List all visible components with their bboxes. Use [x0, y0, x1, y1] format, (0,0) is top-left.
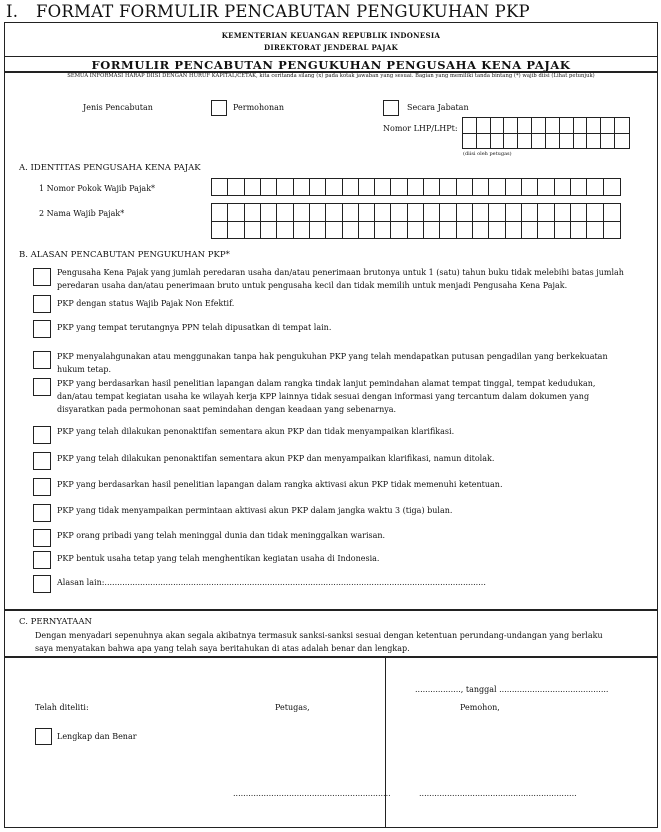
input-cell[interactable] — [489, 204, 505, 221]
input-cell[interactable] — [375, 204, 391, 221]
directorate-name: DIREKTORAT JENDERAL PAJAK — [264, 43, 398, 52]
input-cell[interactable] — [245, 179, 261, 195]
input-cell[interactable] — [522, 204, 538, 221]
reason-5-checkbox[interactable] — [33, 378, 51, 396]
input-cell[interactable] — [473, 179, 489, 195]
input-cell[interactable] — [343, 179, 359, 195]
input-cell[interactable] — [440, 222, 456, 239]
input-cell[interactable] — [555, 222, 571, 239]
input-cell[interactable] — [457, 204, 473, 221]
reason-10-text: PKP orang pribadi yang telah meninggal dunia dan tidak meninggalkan warisan. — [57, 531, 386, 540]
input-cell[interactable] — [587, 222, 603, 239]
input-cell[interactable] — [343, 204, 359, 221]
input-cell[interactable] — [522, 222, 538, 239]
input-cell[interactable] — [555, 204, 571, 221]
input-cell[interactable] — [375, 179, 391, 195]
heading-number: I. — [6, 2, 19, 21]
input-cell[interactable] — [457, 179, 473, 195]
input-cell[interactable] — [294, 204, 310, 221]
reason-2-text: PKP dengan status Wajib Pajak Non Efektif. — [57, 299, 235, 308]
form-frame — [4, 22, 658, 828]
input-cell[interactable] — [506, 179, 522, 195]
input-cell[interactable] — [489, 179, 505, 195]
applicant-label: Pemohon, — [460, 703, 500, 712]
reason-12-checkbox[interactable] — [33, 575, 51, 593]
reason-6-checkbox[interactable] — [33, 426, 51, 444]
input-cell[interactable] — [587, 179, 603, 195]
input-cell[interactable] — [245, 222, 261, 239]
lhp-number-grid[interactable] — [462, 117, 630, 149]
date-line[interactable]: .................., tanggal ........................................... — [415, 685, 609, 694]
input-cell[interactable] — [489, 222, 505, 239]
input-cell[interactable] — [457, 222, 473, 239]
input-cell[interactable] — [571, 222, 587, 239]
input-cell[interactable] — [522, 179, 538, 195]
reason-4-checkbox[interactable] — [33, 351, 51, 369]
signature-divider — [385, 657, 386, 828]
input-cell[interactable] — [473, 222, 489, 239]
input-cell[interactable] — [538, 204, 554, 221]
lhp-note: (diisi oleh petugas) — [463, 151, 512, 157]
input-cell[interactable] — [506, 222, 522, 239]
reason-8-checkbox[interactable] — [33, 478, 51, 496]
input-cell[interactable] — [571, 179, 587, 195]
office-option-label: Secara Jabatan — [407, 103, 469, 112]
divider — [5, 656, 657, 658]
reason-12-text[interactable]: Alasan lain:...................................................................................................................................................... — [57, 578, 486, 587]
input-cell[interactable] — [245, 204, 261, 221]
type-label: Jenis Pencabutan — [83, 103, 153, 112]
divider — [5, 609, 657, 611]
request-option-label: Permohonan — [233, 103, 285, 112]
input-cell[interactable] — [359, 222, 375, 239]
input-cell[interactable] — [359, 179, 375, 195]
input-cell[interactable] — [538, 222, 554, 239]
officer-signature-line[interactable]: .............................................................. — [233, 789, 391, 798]
reason-11-checkbox[interactable] — [33, 551, 51, 569]
input-cell[interactable] — [604, 179, 620, 195]
input-cell[interactable] — [261, 179, 277, 195]
input-cell[interactable] — [326, 222, 342, 239]
input-cell[interactable] — [424, 179, 440, 195]
input-cell[interactable] — [473, 204, 489, 221]
reason-10-checkbox[interactable] — [33, 529, 51, 547]
checked-label: Telah diteliti: — [35, 703, 89, 712]
input-cell[interactable] — [310, 222, 326, 239]
statement-line-2: saya menyatakan bahwa apa yang telah saya beritahukan di atas adalah benar dan lengkap. — [35, 644, 410, 653]
input-cell[interactable] — [343, 222, 359, 239]
input-cell[interactable] — [228, 222, 244, 239]
input-cell[interactable] — [571, 204, 587, 221]
input-cell[interactable] — [261, 222, 277, 239]
input-cell[interactable] — [604, 204, 620, 221]
input-cell[interactable] — [538, 179, 554, 195]
input-cell[interactable] — [277, 222, 293, 239]
input-cell[interactable] — [228, 179, 244, 195]
input-cell[interactable] — [506, 204, 522, 221]
input-cell[interactable] — [375, 222, 391, 239]
input-cell[interactable] — [277, 179, 293, 195]
input-cell[interactable] — [391, 204, 407, 221]
reason-1-text: Pengusaha Kena Pajak yang jumlah peredaran usaha dan/atau penerimaan brutonya untuk 1 (satu) tahun buku tidak melebihi batas jumlah peredaran usaha dan/atau penerimaan bruto untuk pengusaha kecil dan tidak memilih untuk menjadi Pengusaha Kena Pajak. — [57, 268, 624, 291]
input-cell[interactable] — [391, 179, 407, 195]
reason-9-checkbox[interactable] — [33, 504, 51, 522]
reason-7-checkbox[interactable] — [33, 452, 51, 470]
input-cell[interactable] — [408, 204, 424, 221]
input-cell[interactable] — [294, 179, 310, 195]
input-cell[interactable] — [440, 204, 456, 221]
input-cell[interactable] — [326, 179, 342, 195]
name-input-grid[interactable] — [211, 203, 621, 239]
request-checkbox[interactable] — [211, 100, 227, 116]
reason-8-text: PKP yang berdasarkan hasil penelitian lapangan dalam rangka aktivasi akun PKP tidak memenuhi ketentuan. — [57, 480, 503, 489]
input-cell[interactable] — [604, 222, 620, 239]
input-cell[interactable] — [326, 204, 342, 221]
section-a-title: A. IDENTITAS PENGUSAHA KENA PAJAK — [19, 163, 201, 173]
reason-6-text: PKP yang telah dilakukan penonaktifan sementara akun PKP dan tidak menyampaikan klarifikasi. — [57, 427, 455, 436]
section-c-title: C. PERNYATAAN — [19, 617, 92, 627]
reason-1-checkbox[interactable] — [33, 268, 51, 286]
input-cell[interactable] — [261, 204, 277, 221]
input-cell[interactable] — [228, 204, 244, 221]
reason-7-text: PKP yang telah dilakukan penonaktifan sementara akun PKP dan menyampaikan klarifikasi, namun ditolak. — [57, 454, 495, 463]
npwp-input-grid[interactable] — [211, 178, 621, 196]
input-cell[interactable] — [408, 222, 424, 239]
input-cell[interactable] — [424, 222, 440, 239]
input-cell[interactable] — [391, 222, 407, 239]
npwp-label: 1 Nomor Pokok Wajib Pajak* — [39, 184, 156, 193]
lhp-label: Nomor LHP/LHPt: — [383, 124, 458, 133]
input-cell[interactable] — [212, 204, 228, 221]
heading-title: FORMAT FORMULIR PENCABUTAN PENGUKUHAN PKP — [36, 2, 530, 21]
input-cell[interactable] — [310, 179, 326, 195]
input-cell[interactable] — [408, 179, 424, 195]
complete-label: Lengkap dan Benar — [57, 732, 137, 741]
page-heading — [6, 2, 530, 21]
office-checkbox[interactable] — [383, 100, 399, 116]
input-cell[interactable] — [555, 179, 571, 195]
reason-4-text: PKP menyalahgunakan atau menggunakan tanpa hak pengukuhan PKP yang telah mendapatkan putusan pengadilan yang berkekuatan hukum tetap. — [57, 352, 608, 375]
input-cell[interactable] — [294, 222, 310, 239]
reason-11-text: PKP bentuk usaha tetap yang telah menghentikan kegiatan usaha di Indonesia. — [57, 554, 380, 563]
form-title: FORMULIR PENCABUTAN PENGUKUHAN PENGUSAHA KENA PAJAK — [91, 58, 571, 72]
ministry-name: KEMENTERIAN KEUANGAN REPUBLIK INDONESIA — [221, 31, 441, 40]
divider — [5, 56, 657, 57]
complete-checkbox[interactable] — [35, 728, 52, 745]
input-cell[interactable] — [424, 204, 440, 221]
reason-9-text: PKP yang tidak menyampaikan permintaan aktivasi akun PKP dalam jangka waktu 3 (tiga) bulan. — [57, 506, 453, 515]
reason-3-text: PKP yang tempat terutangnya PPN telah dipusatkan di tempat lain. — [57, 323, 332, 332]
input-cell[interactable] — [310, 204, 326, 221]
name-label: 2 Nama Wajib Pajak* — [39, 209, 125, 218]
applicant-signature-line[interactable]: .............................................................. — [419, 789, 577, 798]
reason-2-checkbox[interactable] — [33, 295, 51, 313]
input-cell[interactable] — [587, 204, 603, 221]
reason-3-checkbox[interactable] — [33, 320, 51, 338]
input-cell[interactable] — [277, 204, 293, 221]
officer-label: Petugas, — [275, 703, 310, 712]
input-cell[interactable] — [359, 204, 375, 221]
instructions: SEMUA INFORMASI HARAP DIISI DENGAN HURUF KAPITAL/CETAK, kita ceritanda silang (x) pada kotak jawaban yang sesuai. Bagian yang memiliki tanda bintang (*) wajib diisi (Lihat petunjuk) — [67, 73, 595, 79]
input-cell[interactable] — [440, 179, 456, 195]
reason-5-text: PKP yang berdasarkan hasil penelitian lapangan dalam rangka tindak lanjut pemindahan alamat tempat tinggal, tempat kedudukan, dan/atau tempat kegiatan usaha ke wilayah kerja KPP lainnya tidak sesuai dengan informasi yang tercantum dalam dokumen yang disyaratkan pada permohonan saat pemindahan dengan keadaan yang sebenarnya. — [57, 379, 596, 415]
input-cell[interactable] — [212, 222, 228, 239]
statement-line-1: Dengan menyadari sepenuhnya akan segala akibatnya termasuk sanksi-sanksi sesuai dengan ketentuan perundang-undangan yang berlaku — [35, 631, 603, 640]
input-cell[interactable] — [212, 179, 228, 195]
section-b-title: B. ALASAN PENCABUTAN PENGUKUHAN PKP* — [19, 250, 230, 260]
